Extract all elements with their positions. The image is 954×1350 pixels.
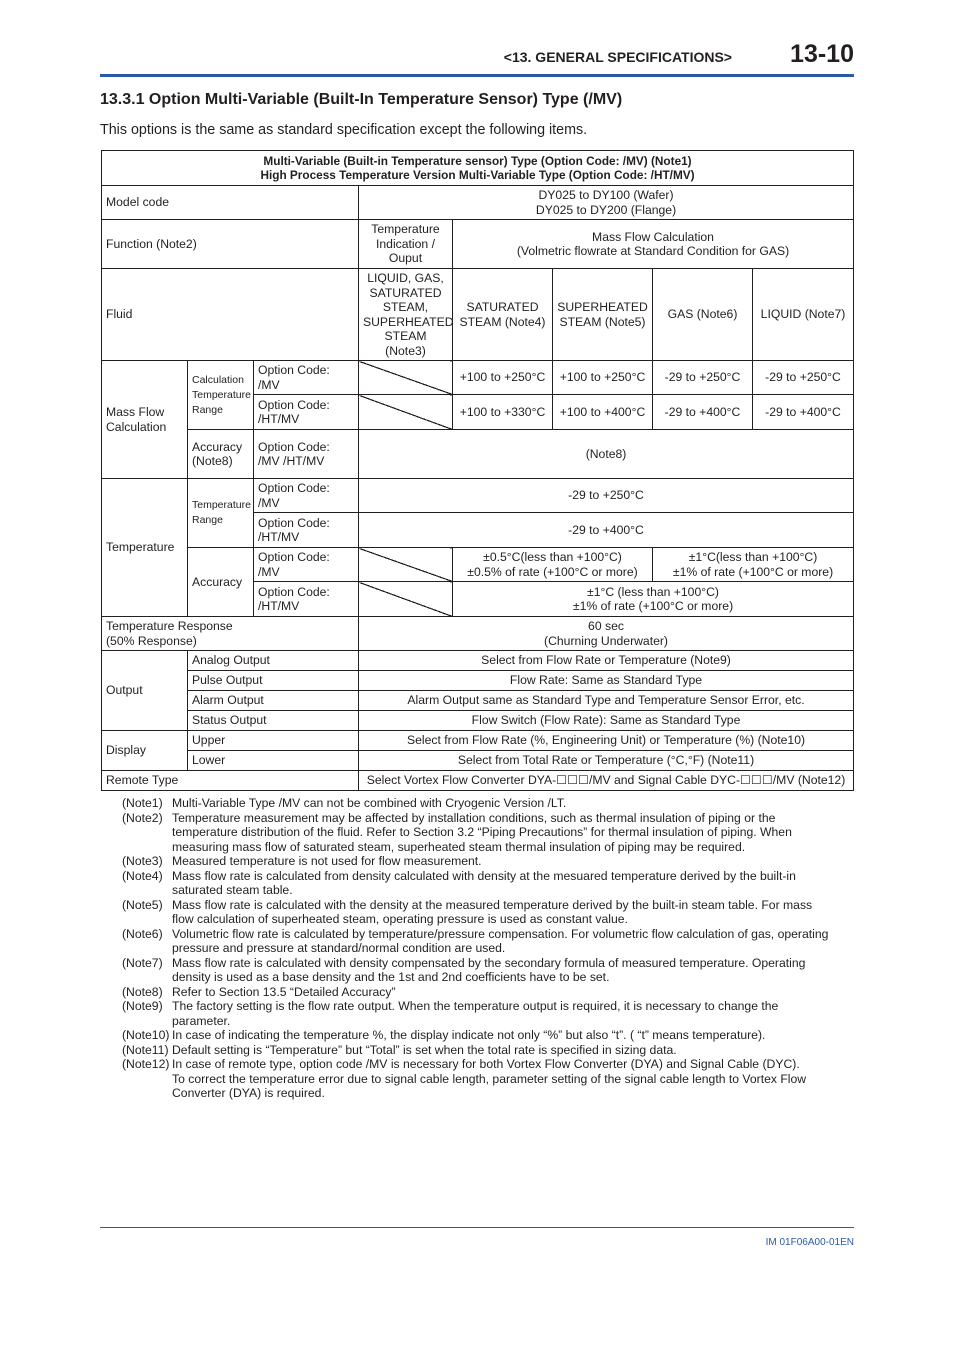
function-mass-flow: Mass Flow Calculation (Volmetric flowrate at Standard Condition for GAS) [453, 220, 854, 269]
page-number: 13-10 [790, 40, 854, 68]
note-item: (Note10) In case of indicating the temperature %, the display indicate not only “%” but also “t”. ( “t” means temperature). [122, 1028, 766, 1042]
note-item: (Note11) Default setting is “Temperature” but “Total” is set when the total rate is specified in sizing data. [122, 1042, 677, 1057]
temp-accuracy-htmv: ±1°C (less than +100°C) ±1% of rate (+100°C or more) [453, 582, 854, 617]
function-temp-indication: Temperature Indication / Ouput [359, 220, 453, 269]
spec-table [101, 150, 854, 791]
table-row [102, 771, 854, 791]
mv-range-saturated: +100 to +250°C [453, 361, 553, 395]
option-code-both: Option Code: /MV /HT/MV [254, 430, 359, 479]
diagonal-cell [359, 548, 453, 582]
fluid-label: Fluid [102, 269, 359, 361]
table-row [102, 651, 854, 671]
table-title-1: Multi-Variable (Built-in Temperature sensor) Type (Option Code: /MV) (Note1) [263, 153, 692, 168]
temp-range-mv: -29 to +250°C [359, 479, 854, 513]
display-lower-value: Select from Total Rate or Temperature (°C,°F) (Note11) [359, 751, 854, 771]
option-code-mv: Option Code: /MV [254, 479, 359, 513]
note-item: (Note9) The factory setting is the flow rate output. When the temperature output is required, it is necessary to change the parameter. [122, 999, 779, 1028]
mass-flow-label: Mass Flow Calculation [102, 361, 188, 479]
htmv-range-superheated: +100 to +400°C [553, 395, 653, 430]
note-item: (Note4) Mass flow rate is calculated from density calculated with density at the mesuared temperature derived by the built-in saturated steam table. [122, 868, 796, 897]
display-label: Display [102, 731, 188, 771]
fluid-all: LIQUID, GAS, SATURATED STEAM, SUPERHEATED STEAM (Note3) [359, 269, 453, 361]
table-row [102, 220, 854, 269]
htmv-range-saturated: +100 to +330°C [453, 395, 553, 430]
section-intro: This options is the same as standard specification except the following items. [100, 122, 588, 138]
table-row [102, 479, 854, 513]
fluid-superheated: SUPERHEATED STEAM (Note5) [553, 269, 653, 361]
table-title-row [102, 151, 854, 186]
diagonal-cell [359, 395, 453, 430]
temperature-range-label: Temperature Range [188, 479, 254, 548]
response-value: 60 sec (Churning Underwater) [359, 617, 854, 651]
notes-list [122, 796, 834, 1101]
mass-accuracy-label: Accuracy (Note8) [188, 430, 254, 479]
note-item: (Note12) In case of remote type, option code /MV is necessary for both Vortex Flow Converter (DYA) and Signal Cable (DYC). [122, 1057, 800, 1071]
display-upper-label: Upper [188, 731, 359, 751]
table-row [102, 430, 854, 479]
note-item: (Note2) Temperature measurement may be affected by installation conditions, such as thermal insulation of piping or the temperature distribution of the fluid. Refer to Section 3.2 “Piping Precautions” for thermal insulation of piping. When measuring mass flow of saturated steam, superheated steam thermal insulation of piping may be required. [122, 810, 792, 854]
status-output-label: Status Output [188, 711, 359, 731]
temperature-accuracy-label: Accuracy [188, 548, 254, 617]
mv-range-superheated: +100 to +250°C [553, 361, 653, 395]
diagonal-cell [359, 361, 453, 395]
status-output-value: Flow Switch (Flow Rate): Same as Standard Type [359, 711, 854, 731]
option-code-htmv: Option Code: /HT/MV [254, 513, 359, 548]
table-row [102, 269, 854, 361]
fluid-saturated: SATURATED STEAM (Note4) [453, 269, 553, 361]
option-code-htmv: Option Code: /HT/MV [254, 395, 359, 430]
note-item: (Note3) Measured temperature is not used for flow measurement. [122, 854, 482, 868]
table-row [102, 617, 854, 651]
note-item: (Note6) Volumetric flow rate is calculated by temperature/pressure compensation. For volumetric flow calculation of gas, operating pressure and pressure at standard/normal condition are used. [122, 926, 829, 955]
temp-accuracy-mv-b: ±1°C(less than +100°C) ±1% of rate (+100°C or more) [653, 548, 854, 582]
note-item: (Note7) Mass flow rate is calculated with density compensated by the secondary formula of measured temperature. Operating density is used as a base density and the 1st and 2nd coefficients have to be set. [122, 955, 806, 984]
fluid-gas: GAS (Note6) [653, 269, 753, 361]
remote-type-value: Select Vortex Flow Converter DYA-☐☐☐/MV and Signal Cable DYC-☐☐☐/MV (Note12) [359, 771, 854, 791]
chapter-title: <13. GENERAL SPECIFICATIONS> [503, 49, 732, 65]
htmv-range-liquid: -29 to +400°C [753, 395, 854, 430]
temp-accuracy-mv-a: ±0.5°C(less than +100°C) ±0.5% of rate (+100°C or more) [453, 548, 653, 582]
option-code-mv: Option Code: /MV [254, 361, 359, 395]
table-row [102, 751, 854, 771]
display-lower-label: Lower [188, 751, 359, 771]
analog-output-label: Analog Output [188, 651, 359, 671]
header-rule [100, 74, 854, 77]
function-label: Function (Note2) [102, 220, 359, 269]
pulse-output-value: Flow Rate: Same as Standard Type [359, 671, 854, 691]
fluid-liquid: LIQUID (Note7) [753, 269, 854, 361]
note-item: To correct the temperature error due to signal cable length, parameter setting of the signal cable length to Vortex Flow Converter (DYA) is required. [172, 1071, 807, 1100]
section-title: 13.3.1 Option Multi-Variable (Built-In Temperature Sensor) Type (/MV) [100, 91, 623, 108]
model-code-value: DY025 to DY100 (Wafer) DY025 to DY200 (Flange) [359, 186, 854, 220]
table-row [102, 548, 854, 582]
note-item: (Note5) Mass flow rate is calculated with the density at the measured temperature derived by the built-in steam table. For mass flow calculation of superheated steam, operating pressure is used as constant value. [122, 897, 813, 926]
temp-range-htmv: -29 to +400°C [359, 513, 854, 548]
alarm-output-value: Alarm Output same as Standard Type and Temperature Sensor Error, etc. [359, 691, 854, 711]
analog-output-value: Select from Flow Rate or Temperature (Note9) [359, 651, 854, 671]
table-row [102, 711, 854, 731]
note-item: (Note1) Multi-Variable Type /MV can not be combined with Cryogenic Version /LT. [122, 796, 567, 810]
table-row [102, 361, 854, 395]
remote-type-label: Remote Type [102, 771, 359, 791]
temperature-label: Temperature [102, 479, 188, 617]
mv-range-gas: -29 to +250°C [653, 361, 753, 395]
option-code-htmv: Option Code: /HT/MV [254, 582, 359, 617]
response-label: Temperature Response (50% Response) [102, 617, 359, 651]
note-item: (Note8) Refer to Section 13.5 “Detailed Accuracy” [122, 984, 396, 999]
mv-range-liquid: -29 to +250°C [753, 361, 854, 395]
table-row [102, 186, 854, 220]
model-code-label: Model code [102, 186, 359, 220]
output-label: Output [102, 651, 188, 731]
diagonal-cell [359, 582, 453, 617]
htmv-range-gas: -29 to +400°C [653, 395, 753, 430]
table-title-2: High Process Temperature Version Multi-Variable Type (Option Code: /HT/MV) [260, 168, 695, 182]
document-id: IM 01F06A00-01EN [765, 1237, 854, 1248]
calc-temp-range-label: Calculation Temperature Range [188, 361, 254, 430]
mass-accuracy-value: (Note8) [359, 430, 854, 479]
table-row [102, 731, 854, 751]
pulse-output-label: Pulse Output [188, 671, 359, 691]
table-row [102, 671, 854, 691]
display-upper-value: Select from Flow Rate (%, Engineering Unit) or Temperature (%) (Note10) [359, 731, 854, 751]
table-row [102, 691, 854, 711]
page-header [100, 40, 854, 74]
footer-rule [100, 1227, 854, 1228]
alarm-output-label: Alarm Output [188, 691, 359, 711]
option-code-mv: Option Code: /MV [254, 548, 359, 582]
